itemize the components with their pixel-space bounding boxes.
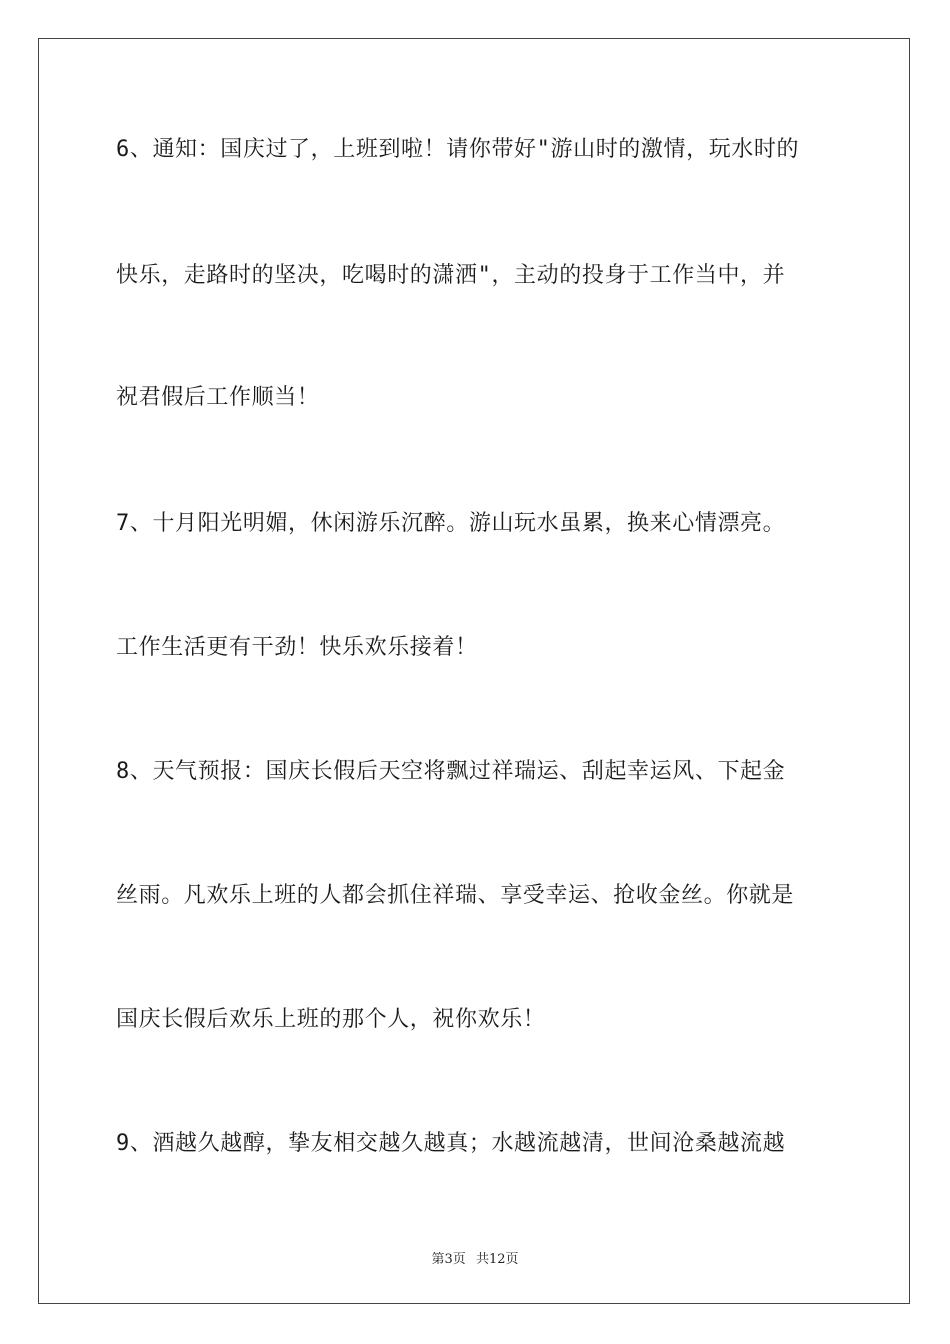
page-total: 共12页 [475,1252,519,1267]
paragraph-8-line-3: 国庆长假后欢乐上班的那个人，祝你欢乐！ [116,1007,546,1032]
page-footer [0,1248,950,1267]
paragraph-7-line-1: 7、十月阳光明媚，休闲游乐沉醉。游山玩水虽累，换来心情漂亮。 [116,511,786,536]
page-border [38,38,910,1304]
paragraph-6-line-1: 6、通知：国庆过了，上班到啦！请你带好"游山时的激情，玩水时的 [116,137,800,162]
page-number: 第3页 [431,1252,466,1267]
paragraph-6-line-3: 祝君假后工作顺当！ [116,385,320,410]
paragraph-7-line-2: 工作生活更有干劲！快乐欢乐接着！ [116,635,478,660]
paragraph-8-line-2: 丝雨。凡欢乐上班的人都会抓住祥瑞、享受幸运、抢收金丝。你就是 [116,883,795,908]
paragraph-8-line-1: 8、天气预报：国庆长假后天空将飘过祥瑞运、刮起幸运风、下起金 [116,759,786,784]
paragraph-9-line-1: 9、酒越久越醇，挚友相交越久越真；水越流越清，世间沧桑越流越 [116,1131,786,1156]
paragraph-6-line-2: 快乐，走路时的坚决，吃喝时的潇洒"，主动的投身于工作当中，并 [116,263,786,288]
